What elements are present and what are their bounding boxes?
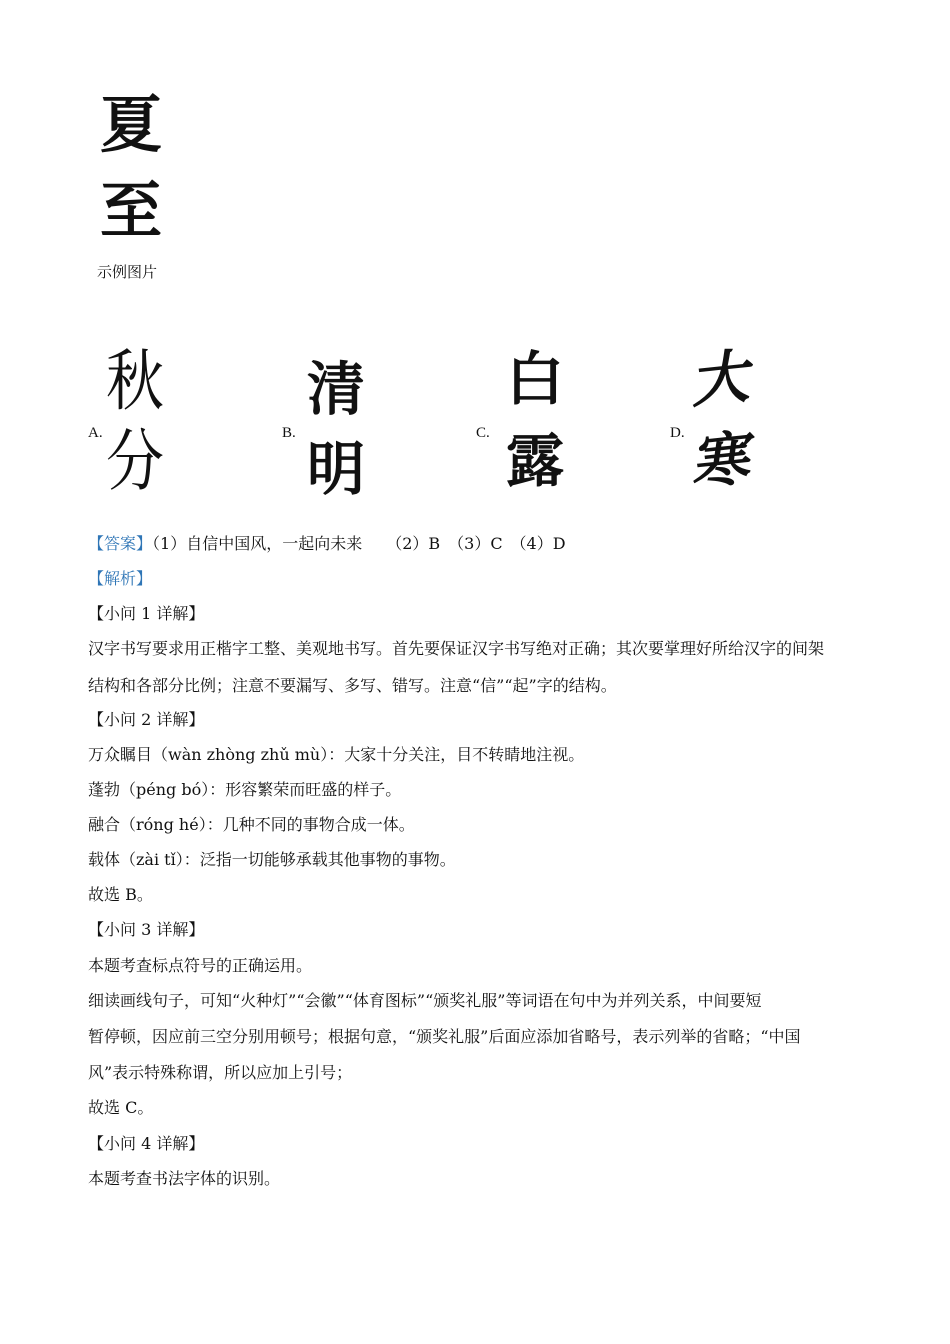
analysis-line: 风”表示特殊称谓，所以应加上引号； [88,1063,353,1082]
analysis-line: 细读画线句子，可知“火种灯”“会徽”“体育图标”“颁奖礼服”等词语在句中为并列关系，中间要短 [88,991,762,1010]
option-c-char-1: 白 [506,345,565,413]
option-a-char-2: 分 [106,421,165,501]
analysis-line: 汉字书写要求用正楷字工整、美观地书写。首先要保证汉字书写绝对正确；其次要掌理好所给汉字的间架 [88,639,825,658]
option-a-char-1: 秋 [106,341,165,421]
option-c-letter: C. [476,425,490,441]
sample-char-2: 至 [100,174,163,247]
sample-char-1: 夏 [100,88,163,161]
option-d-letter: D. [670,425,685,441]
analysis-tag: 【解析】 [88,569,153,588]
analysis-line: 蓬勃（péng bó）：形容繁荣而旺盛的样子。 [88,780,402,799]
sample-caption: 示例图片 [97,263,158,281]
analysis-line: 暂停顿，因应前三空分别用顿号；根据句意，“颁奖礼服”后面应添加省略号，表示列举的省略；“中国 [88,1027,801,1046]
subq2-heading: 【小问 2 详解】 [88,710,205,729]
option-d-char-2: 寒 [686,424,752,498]
analysis-line: 本题考查标点符号的正确运用。 [88,956,313,975]
option-c-char-2: 露 [506,427,565,495]
analysis-line: 本题考查书法字体的识别。 [88,1169,281,1188]
subq4-heading: 【小问 4 详解】 [88,1134,205,1153]
subq3-heading: 【小问 3 详解】 [88,920,205,939]
analysis-line: 结构和各部分比例；注意不要漏写、多写、错写。注意“信”“起”字的结构。 [88,676,617,695]
analysis-line: 故选 B。 [88,885,153,904]
answer-line [88,534,566,554]
option-d-char-1: 大 [686,342,752,416]
option-b-char-2: 明 [307,435,366,503]
option-b-letter: B. [282,425,296,441]
subq1-heading: 【小问 1 详解】 [88,604,205,623]
option-b-char-1: 清 [307,355,366,423]
answer-tag: 【答案】 [88,534,153,553]
answer-text: （1）自信中国风，一起向未来 （2）B （3）C （4）D [152,534,566,553]
analysis-line: 载体（zài tǐ）：泛指一切能够承载其他事物的事物。 [88,850,456,869]
analysis-line: 万众瞩目（wàn zhòng zhǔ mù）：大家十分关注，目不转睛地注视。 [88,745,585,764]
option-a-letter: A. [88,425,103,441]
analysis-line: 故选 C。 [88,1098,154,1117]
analysis-line: 融合（róng hé）：几种不同的事物合成一体。 [88,815,415,834]
